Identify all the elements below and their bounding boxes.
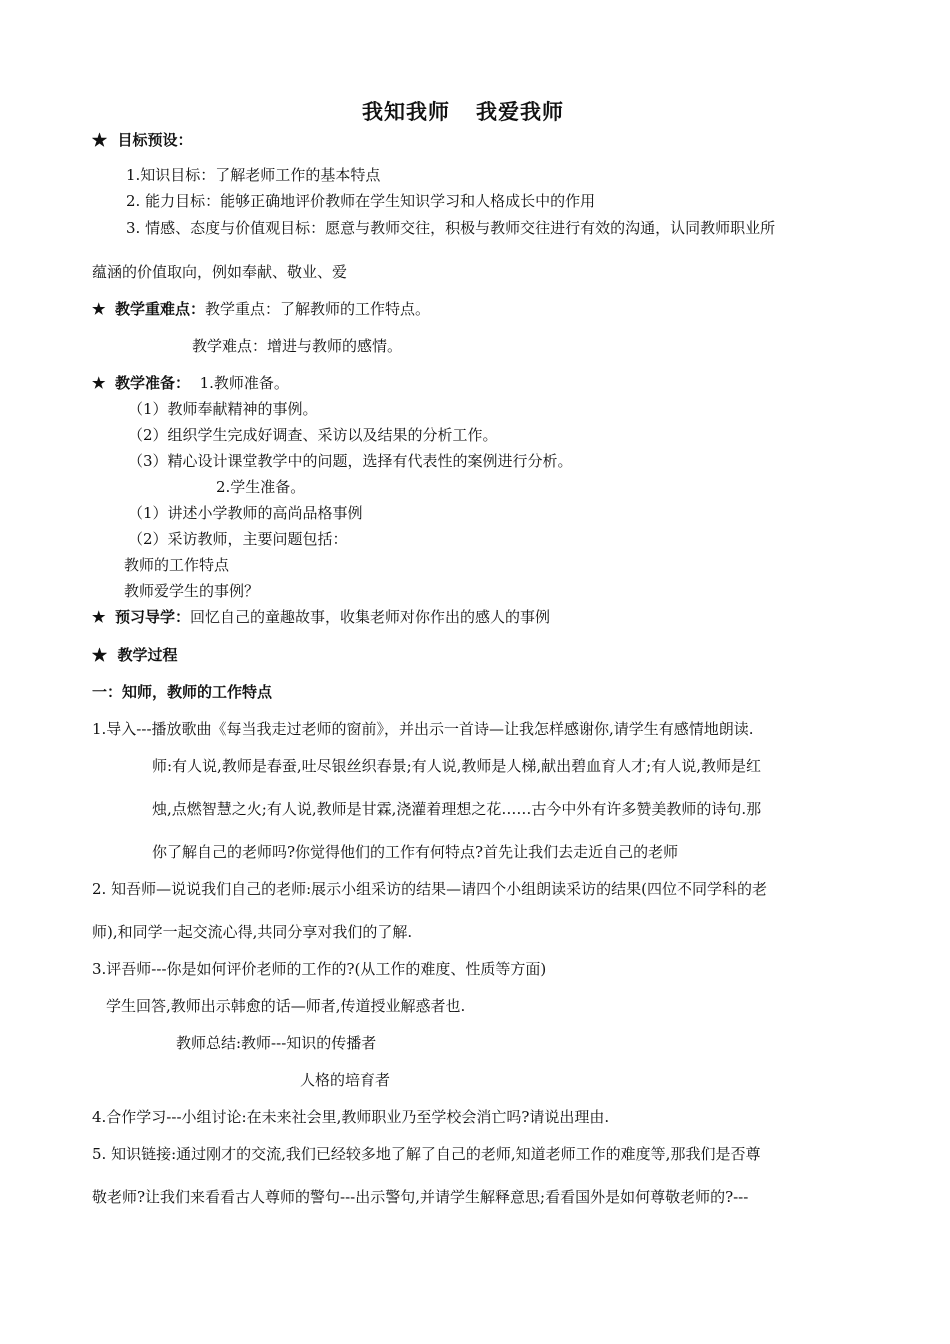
section1-p1-a: 师:有人说,教师是春蚕,吐尽银丝织春景;有人说,教师是人梯,献出碧血育人才;有人说,教师是红 <box>152 757 762 775</box>
section1-heading: 一：知师，教师的工作特点 <box>92 683 273 701</box>
preview-text: 回忆自己的童趣故事，收集老师对你作出的感人的事例 <box>190 608 551 626</box>
goal-item-3: 3. 情感、态度与价值观目标：愿意与教师交往，积极与教师交往进行有效的沟通，认同教师职业所 <box>126 219 776 237</box>
star-icon: ★ <box>92 646 108 664</box>
keypoints-heading: 教学重难点： <box>115 300 206 318</box>
section1-p2-a: 2. 知吾师—说说我们自己的老师:展示小组采访的结果—请四个小组朗读采访的结果(四位不同学科的老 <box>92 880 767 898</box>
section1-p3-b: 教师总结:教师---知识的传播者 <box>176 1034 377 1052</box>
prep-t2: （2）组织学生完成好调查、采访以及结果的分析工作。 <box>128 426 498 444</box>
prep-t3: （3）精心设计课堂教学中的问题，选择有代表性的案例进行分析。 <box>128 452 573 470</box>
section1-p1: 1.导入---播放歌曲《每当我走过老师的窗前》，并出示一首诗—让我怎样感谢你,请学生有感情地朗读. <box>92 720 754 738</box>
star-icon: ★ <box>92 131 108 149</box>
section1-p3-c: 人格的培育者 <box>300 1071 391 1089</box>
prep-row <box>92 373 289 393</box>
goals-heading: ★ 目标预设： <box>92 131 193 149</box>
goal-item-3-cont: 蕴涵的价值取向，例如奉献、敬业、爱 <box>92 263 348 281</box>
keypoint-focus: 教学重点：了解教师的工作特点。 <box>205 300 431 318</box>
star-icon: ★ <box>92 608 106 626</box>
preview-row <box>92 607 550 627</box>
title-left: 我知我师 <box>362 99 450 124</box>
section1-p3-a: 学生回答,教师出示韩愈的话—师者,传道授业解惑者也. <box>106 997 466 1015</box>
page-title <box>362 99 564 124</box>
section1-p1-b: 烛,点燃智慧之火;有人说,教师是甘霖,浇灌着理想之花……古今中外有许多赞美教师的诗句.那 <box>152 800 762 818</box>
section1-p3: 3.评吾师---你是如何评价老师的工作的?(从工作的难度、性质等方面) <box>92 960 547 978</box>
prep-t1: （1）教师奉献精神的事例。 <box>128 400 318 418</box>
section1-p5-a: 5. 知识链接:通过刚才的交流,我们已经较多地了解了自己的老师,知道老师工作的难度等,那我们是否尊 <box>92 1145 761 1163</box>
section1-p5-b: 敬老师?让我们来看看古人尊师的警句---出示警句,并请学生解释意思;看看国外是如何尊敬老师的?--- <box>92 1188 749 1206</box>
prep-q1: 教师的工作特点 <box>124 556 230 574</box>
keypoints-row <box>92 299 430 319</box>
section1-p4: 4.合作学习---小组讨论:在未来社会里,教师职业乃至学校会消亡吗?请说出理由. <box>92 1108 610 1126</box>
title-right: 我爱我师 <box>476 99 564 124</box>
star-icon: ★ <box>92 374 106 392</box>
prep-q2: 教师爱学生的事例？ <box>124 582 260 600</box>
preview-heading: 预习导学： <box>115 608 191 626</box>
prep-teacher: 1.教师准备。 <box>199 374 289 392</box>
section1-p1-c: 你了解自己的老师吗?你觉得他们的工作有何特点?首先让我们去走近自己的老师 <box>152 843 679 861</box>
keypoint-difficulty: 教学难点：增进与教师的感情。 <box>192 337 403 355</box>
section1-p2-b: 师),和同学一起交流心得,共同分享对我们的了解. <box>92 923 413 941</box>
prep-s1: （1）讲述小学教师的高尚品格事例 <box>128 504 363 522</box>
prep-s2: （2）采访教师，主要问题包括： <box>128 530 348 548</box>
process-heading: ★ 教学过程 <box>92 646 178 664</box>
goal-item-2: 2. 能力目标：能够正确地评价教师在学生知识学习和人格成长中的作用 <box>126 192 596 210</box>
goal-item-1: 1.知识目标：了解老师工作的基本特点 <box>126 166 381 184</box>
star-icon: ★ <box>92 300 106 318</box>
prep-student: 2.学生准备。 <box>216 478 306 496</box>
prep-heading: 教学准备： <box>115 374 191 392</box>
